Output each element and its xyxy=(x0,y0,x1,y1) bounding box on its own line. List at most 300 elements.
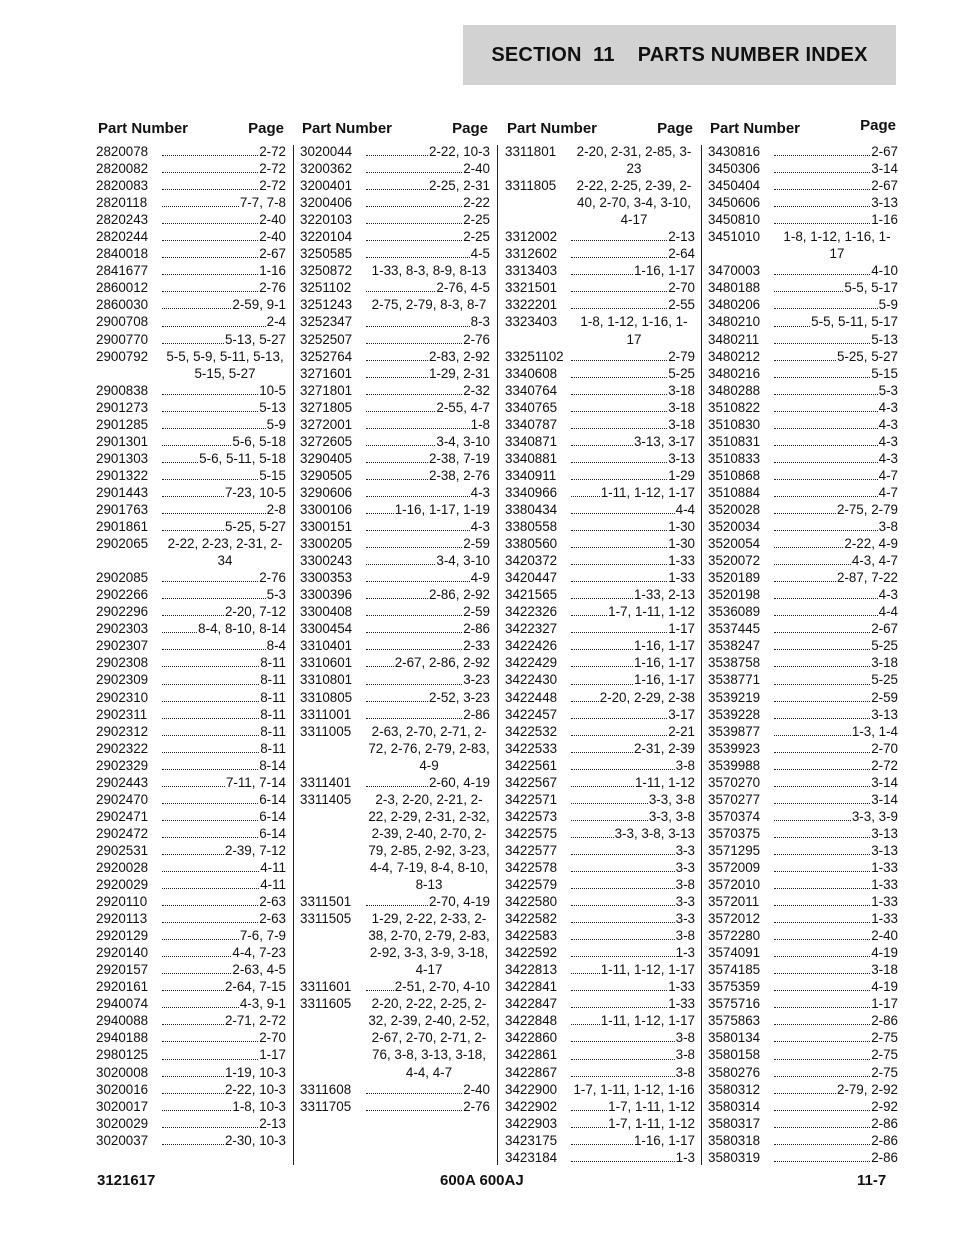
index-row xyxy=(96,160,286,177)
dot-leader xyxy=(774,155,870,156)
dot-leader xyxy=(774,223,870,224)
page-refs xyxy=(772,620,898,637)
page-refs: 1-7, 1-11, 1-12, 1-16 xyxy=(573,1081,695,1097)
part-number: 2902310 xyxy=(96,689,149,705)
part-number: 3251102 xyxy=(300,280,352,296)
page-refs: 2-63, 2-70, 2-71, 2-72, 2-76, 2-79, 2-83, 4-9 xyxy=(368,723,490,773)
dot-leader xyxy=(366,189,428,190)
index-row xyxy=(96,1012,286,1029)
part-number: 3539228 xyxy=(708,706,761,722)
page-ref-value: 1-29, 2-31 xyxy=(428,365,490,381)
dot-leader xyxy=(571,411,667,412)
page-ref-value: 3-13 xyxy=(871,706,898,722)
index-row xyxy=(708,1046,898,1063)
index-row xyxy=(96,313,286,330)
index-column-3 xyxy=(505,117,695,1166)
page-ref-value: 2-8 xyxy=(266,501,286,517)
page-refs xyxy=(160,1029,286,1046)
dot-leader xyxy=(162,803,258,804)
page-ref-value: 4-4 xyxy=(878,604,898,620)
dot-leader xyxy=(162,581,258,582)
dot-leader xyxy=(366,496,470,497)
index-column-2 xyxy=(300,117,490,1115)
page-refs xyxy=(364,706,490,723)
dot-leader xyxy=(571,956,675,957)
dot-leader xyxy=(571,377,667,378)
page-ref-value: 3-18 xyxy=(871,655,898,671)
part-number: 3510868 xyxy=(708,467,761,483)
part-number: 2902472 xyxy=(96,825,149,841)
dot-leader xyxy=(162,735,259,736)
page-refs xyxy=(772,348,898,365)
dot-leader xyxy=(571,735,667,736)
part-number: 2820082 xyxy=(96,161,149,177)
page-ref-value: 1-11, 1-12, 1-17 xyxy=(600,1013,695,1029)
page-refs xyxy=(160,671,286,688)
part-number: 3271601 xyxy=(300,365,353,381)
dot-leader xyxy=(162,479,258,480)
dot-leader xyxy=(571,308,667,309)
page-ref-value: 8-4, 8-10, 8-14 xyxy=(198,621,286,637)
index-row xyxy=(505,484,695,501)
index-row xyxy=(708,279,898,296)
index-row xyxy=(96,450,286,467)
page-ref-value: 2-64, 7-15 xyxy=(224,979,286,995)
page-ref-value: 3-3, 3-8 xyxy=(648,791,695,807)
page-ref-value: 2-67, 2-86, 2-92 xyxy=(394,655,490,671)
page-refs xyxy=(160,757,286,774)
dot-leader xyxy=(366,701,428,702)
part-number: 3422861 xyxy=(505,1047,558,1063)
dot-leader xyxy=(162,411,258,412)
dot-leader xyxy=(571,394,667,395)
page-refs xyxy=(569,671,695,688)
part-number: 2900708 xyxy=(96,314,149,330)
part-number: 3422429 xyxy=(505,655,558,671)
page-ref-value: 6-14 xyxy=(259,808,286,824)
part-number: 3580318 xyxy=(708,1132,761,1148)
dot-leader xyxy=(162,820,258,821)
part-number: 3422903 xyxy=(505,1115,558,1131)
page-refs xyxy=(772,825,898,842)
part-number: 3570375 xyxy=(708,825,761,841)
dot-leader xyxy=(571,1076,675,1077)
dot-leader xyxy=(774,735,851,736)
index-row xyxy=(505,978,695,995)
index-row xyxy=(505,586,695,603)
dot-leader xyxy=(571,428,667,429)
page-ref-value: 2-67 xyxy=(259,246,286,262)
dot-leader xyxy=(571,922,675,923)
index-row xyxy=(708,501,898,518)
dot-leader xyxy=(774,1024,870,1025)
part-number: 2901861 xyxy=(96,519,149,535)
dot-leader xyxy=(162,888,259,889)
index-row xyxy=(708,586,898,603)
part-number: 3340871 xyxy=(505,433,558,449)
index-row xyxy=(505,382,695,399)
part-number: 3290606 xyxy=(300,484,353,500)
page-ref-value: 3-13 xyxy=(871,825,898,841)
dot-leader xyxy=(162,752,259,753)
part-number: 3271801 xyxy=(300,382,353,398)
page-ref-value: 6-14 xyxy=(259,825,286,841)
index-row xyxy=(96,416,286,433)
page-refs xyxy=(364,501,490,518)
dot-leader xyxy=(774,513,836,514)
part-number: 3510830 xyxy=(708,416,761,432)
page-refs xyxy=(160,654,286,671)
page-ref-value: 2-20, 7-12 xyxy=(224,604,286,620)
part-number: 3311605 xyxy=(300,996,352,1012)
index-row xyxy=(96,348,286,382)
index-row xyxy=(505,791,695,808)
index-row xyxy=(708,450,898,467)
dot-leader xyxy=(571,939,675,940)
index-row xyxy=(505,467,695,484)
page-ref-value: 2-60, 4-19 xyxy=(428,774,490,790)
page-refs xyxy=(160,927,286,944)
page-refs xyxy=(569,518,695,535)
dot-leader xyxy=(366,513,394,514)
dot-leader xyxy=(366,615,462,616)
index-row xyxy=(708,978,898,995)
part-number: 3250585 xyxy=(300,246,353,262)
part-number: 3321501 xyxy=(505,280,558,296)
index-row xyxy=(300,382,490,399)
dot-leader xyxy=(571,360,667,361)
page-ref-value: 2-40 xyxy=(463,1081,490,1097)
part-number: 3422583 xyxy=(505,928,558,944)
part-number: 2901273 xyxy=(96,399,149,415)
page-refs xyxy=(160,603,286,620)
page-refs xyxy=(569,552,695,569)
part-number: 3538771 xyxy=(708,672,761,688)
page-ref-value: 8-14 xyxy=(259,757,286,773)
part-number: 3311505 xyxy=(300,911,352,927)
page-ref-value: 4-3 xyxy=(470,484,490,500)
index-row xyxy=(300,893,490,910)
page-ref-value: 1-16, 1-17 xyxy=(633,263,695,279)
dot-leader xyxy=(162,1007,239,1008)
page-refs xyxy=(772,262,898,279)
page-refs xyxy=(364,654,490,671)
index-row xyxy=(505,245,695,262)
index-row xyxy=(505,944,695,961)
dot-leader xyxy=(571,1024,600,1025)
part-number: 2920113 xyxy=(96,911,148,927)
page-ref-value: 3-4, 3-10 xyxy=(436,433,490,449)
page-refs xyxy=(569,296,695,313)
dot-leader xyxy=(774,291,843,292)
part-number: 3571295 xyxy=(708,842,761,858)
index-row xyxy=(300,518,490,535)
page-ref-value: 2-55, 4-7 xyxy=(436,399,490,415)
part-number: 3200362 xyxy=(300,161,353,177)
index-row xyxy=(708,416,898,433)
dot-leader xyxy=(366,394,462,395)
part-number: 3340765 xyxy=(505,399,558,415)
part-number: 3572012 xyxy=(708,911,761,927)
page-ref-value: 2-87, 7-22 xyxy=(836,570,898,586)
index-row xyxy=(505,518,695,535)
page-refs xyxy=(772,433,898,450)
page-ref-value: 1-8, 10-3 xyxy=(232,1098,286,1114)
footer-model: 600A 600AJ xyxy=(440,1172,524,1189)
index-row xyxy=(96,518,286,535)
page-refs xyxy=(569,620,695,637)
page-ref-value: 8-3 xyxy=(470,314,490,330)
page-refs xyxy=(160,1132,286,1149)
page-ref-value: 1-16, 1-17 xyxy=(633,672,695,688)
page-refs xyxy=(364,893,490,910)
dot-leader xyxy=(366,223,462,224)
index-row xyxy=(505,842,695,859)
part-number: 3323403 xyxy=(505,314,558,330)
index-row xyxy=(300,603,490,620)
part-number: 2900838 xyxy=(96,382,149,398)
part-number: 3313403 xyxy=(505,263,558,279)
part-number: 3311601 xyxy=(300,979,352,995)
dot-leader xyxy=(774,462,878,463)
dot-leader xyxy=(571,564,667,565)
page-ref-value: 3-3, 3-9 xyxy=(851,808,898,824)
dot-leader xyxy=(162,718,259,719)
page-refs xyxy=(160,279,286,296)
part-number-header: Part Number xyxy=(507,120,598,137)
dot-leader xyxy=(366,155,428,156)
dot-leader xyxy=(162,462,198,463)
index-row xyxy=(300,211,490,228)
page-ref-value: 3-8 xyxy=(675,1047,695,1063)
part-number: 3580314 xyxy=(708,1098,761,1114)
page-ref-value: 1-17 xyxy=(668,621,695,637)
page-ref-value: 1-17 xyxy=(259,1047,286,1063)
page-ref-value: 2-30, 10-3 xyxy=(224,1132,286,1148)
index-row xyxy=(300,978,490,995)
part-number: 2901285 xyxy=(96,416,149,432)
page-refs xyxy=(569,262,695,279)
page-refs xyxy=(772,603,898,620)
page-refs xyxy=(569,382,695,399)
index-row xyxy=(96,1046,286,1063)
page-ref-value: 2-75 xyxy=(871,1030,898,1046)
index-column-1 xyxy=(96,117,286,1149)
dot-leader xyxy=(162,189,258,190)
dot-leader xyxy=(162,291,258,292)
page-ref-value: 2-13 xyxy=(259,1115,286,1131)
page-refs: 1-8, 1-12, 1-16, 1-17 xyxy=(783,229,891,262)
page-refs: 1-8, 1-12, 1-16, 1-17 xyxy=(580,314,688,347)
page-ref-value: 4-3 xyxy=(470,519,490,535)
dot-leader xyxy=(774,922,870,923)
dot-leader xyxy=(162,871,259,872)
part-number: 3340911 xyxy=(505,467,557,483)
index-row xyxy=(96,995,286,1012)
part-number: 3311001 xyxy=(300,706,352,722)
page-ref-value: 2-76 xyxy=(259,280,286,296)
index-rows xyxy=(96,143,286,1149)
index-row xyxy=(708,552,898,569)
part-number: 3510884 xyxy=(708,484,761,500)
page-ref-value: 5-25, 5-27 xyxy=(836,348,898,364)
column-header xyxy=(505,117,695,143)
page-ref-value: 1-3, 1-4 xyxy=(851,723,898,739)
part-number: 3574185 xyxy=(708,962,761,978)
page-refs xyxy=(569,825,695,842)
part-number: 3311405 xyxy=(300,791,352,807)
part-number: 3539877 xyxy=(708,723,761,739)
index-row xyxy=(708,399,898,416)
page-refs xyxy=(772,1064,898,1081)
page-ref-value: 1-11, 1-12 xyxy=(634,774,695,790)
page-ref-value: 4-4, 7-23 xyxy=(232,945,286,961)
page-refs xyxy=(160,1046,286,1063)
dot-leader xyxy=(571,1161,675,1162)
dot-leader xyxy=(162,990,224,991)
page-ref-value: 2-51, 2-70, 4-10 xyxy=(394,979,490,995)
index-row xyxy=(708,637,898,654)
page-ref-value: 2-70, 4-19 xyxy=(428,894,490,910)
page-ref-value: 2-76 xyxy=(463,331,490,347)
part-number: 3480288 xyxy=(708,382,761,398)
part-number: 3572010 xyxy=(708,877,761,893)
dot-leader xyxy=(162,973,231,974)
page-refs xyxy=(772,927,898,944)
part-number: 3300353 xyxy=(300,570,353,586)
part-number: 3422860 xyxy=(505,1030,558,1046)
page-ref-value: 2-22, 10-3 xyxy=(224,1081,286,1097)
page-refs xyxy=(160,262,286,279)
index-row xyxy=(96,791,286,808)
dot-leader xyxy=(571,701,599,702)
index-row xyxy=(505,1132,695,1149)
page-ref-value: 6-14 xyxy=(259,791,286,807)
dot-leader xyxy=(774,530,878,531)
page-refs xyxy=(772,143,898,160)
dot-leader xyxy=(162,308,231,309)
dot-leader xyxy=(774,479,878,480)
index-row xyxy=(300,552,490,569)
part-number: 3250872 xyxy=(300,263,353,279)
page-refs xyxy=(772,467,898,484)
dot-leader xyxy=(366,786,428,787)
page-ref-value: 3-23 xyxy=(463,672,490,688)
index-row xyxy=(708,876,898,893)
part-number: 3300106 xyxy=(300,501,353,517)
dot-leader xyxy=(571,854,675,855)
part-number: 3539988 xyxy=(708,757,761,773)
dot-leader xyxy=(571,291,667,292)
index-row xyxy=(708,1064,898,1081)
dot-leader xyxy=(162,905,258,906)
dot-leader xyxy=(571,1144,633,1145)
page-ref-value: 2-63 xyxy=(259,894,286,910)
page-ref-value: 2-32 xyxy=(463,382,490,398)
dot-leader xyxy=(571,837,614,838)
part-number: 3580317 xyxy=(708,1115,761,1131)
page-header: Page xyxy=(657,120,693,137)
part-number: 2902470 xyxy=(96,791,149,807)
page-ref-value: 10-5 xyxy=(259,382,286,398)
page-refs xyxy=(364,331,490,348)
page-ref-value: 3-4, 3-10 xyxy=(436,553,490,569)
page-ref-value: 8-11 xyxy=(260,672,286,688)
dot-leader xyxy=(162,206,239,207)
page-refs xyxy=(160,518,286,535)
page-ref-value: 3-3 xyxy=(675,911,695,927)
page-refs xyxy=(160,706,286,723)
page-refs xyxy=(364,399,490,416)
dot-leader xyxy=(571,462,667,463)
page-ref-value: 5-5, 5-17 xyxy=(844,280,898,296)
index-row xyxy=(96,177,286,194)
page-ref-value: 4-7 xyxy=(878,484,898,500)
dot-leader xyxy=(571,274,633,275)
index-row xyxy=(505,740,695,757)
page-ref-value: 3-3, 3-8, 3-13 xyxy=(614,825,695,841)
page-ref-value: 3-8 xyxy=(675,928,695,944)
page-ref-value: 2-86 xyxy=(463,706,490,722)
page-refs xyxy=(772,910,898,927)
dot-leader xyxy=(774,1059,870,1060)
page-refs xyxy=(772,740,898,757)
dot-leader xyxy=(774,564,851,565)
part-number: 3340764 xyxy=(505,382,558,398)
page-refs xyxy=(569,450,695,467)
index-row xyxy=(300,706,490,723)
index-rows xyxy=(300,143,490,1115)
dot-leader xyxy=(774,581,836,582)
dot-leader xyxy=(774,1127,870,1128)
index-row xyxy=(300,399,490,416)
page-refs xyxy=(160,740,286,757)
page-header: Page xyxy=(452,120,488,137)
page-ref-value: 2-22, 10-3 xyxy=(428,144,490,159)
index-row xyxy=(505,859,695,876)
page-ref-value: 3-18 xyxy=(871,962,898,978)
page-ref-value: 2-75, 2-79 xyxy=(836,501,898,517)
page-refs xyxy=(364,194,490,211)
page-refs xyxy=(364,671,490,688)
part-number: 3300454 xyxy=(300,621,353,637)
index-row xyxy=(96,859,286,876)
index-row xyxy=(505,637,695,654)
page-ref-value: 1-33 xyxy=(871,894,898,910)
page-ref-value: 1-33 xyxy=(871,859,898,875)
part-number: 3520028 xyxy=(708,501,761,517)
page-refs xyxy=(569,603,695,620)
dot-leader xyxy=(571,530,667,531)
dot-leader xyxy=(774,1144,870,1145)
page-refs xyxy=(569,1046,695,1063)
dot-leader xyxy=(162,1127,258,1128)
dot-leader xyxy=(162,939,239,940)
dot-leader xyxy=(774,615,878,616)
dot-leader xyxy=(774,547,843,548)
dot-leader xyxy=(366,479,428,480)
dot-leader xyxy=(774,189,870,190)
page-refs xyxy=(772,501,898,518)
page-refs xyxy=(160,842,286,859)
column-divider xyxy=(293,145,294,1165)
dot-leader xyxy=(774,649,870,650)
part-number: 2902443 xyxy=(96,774,149,790)
page-refs xyxy=(772,331,898,348)
dot-leader xyxy=(162,598,266,599)
part-number: 3450306 xyxy=(708,161,761,177)
dot-leader xyxy=(774,1076,870,1077)
